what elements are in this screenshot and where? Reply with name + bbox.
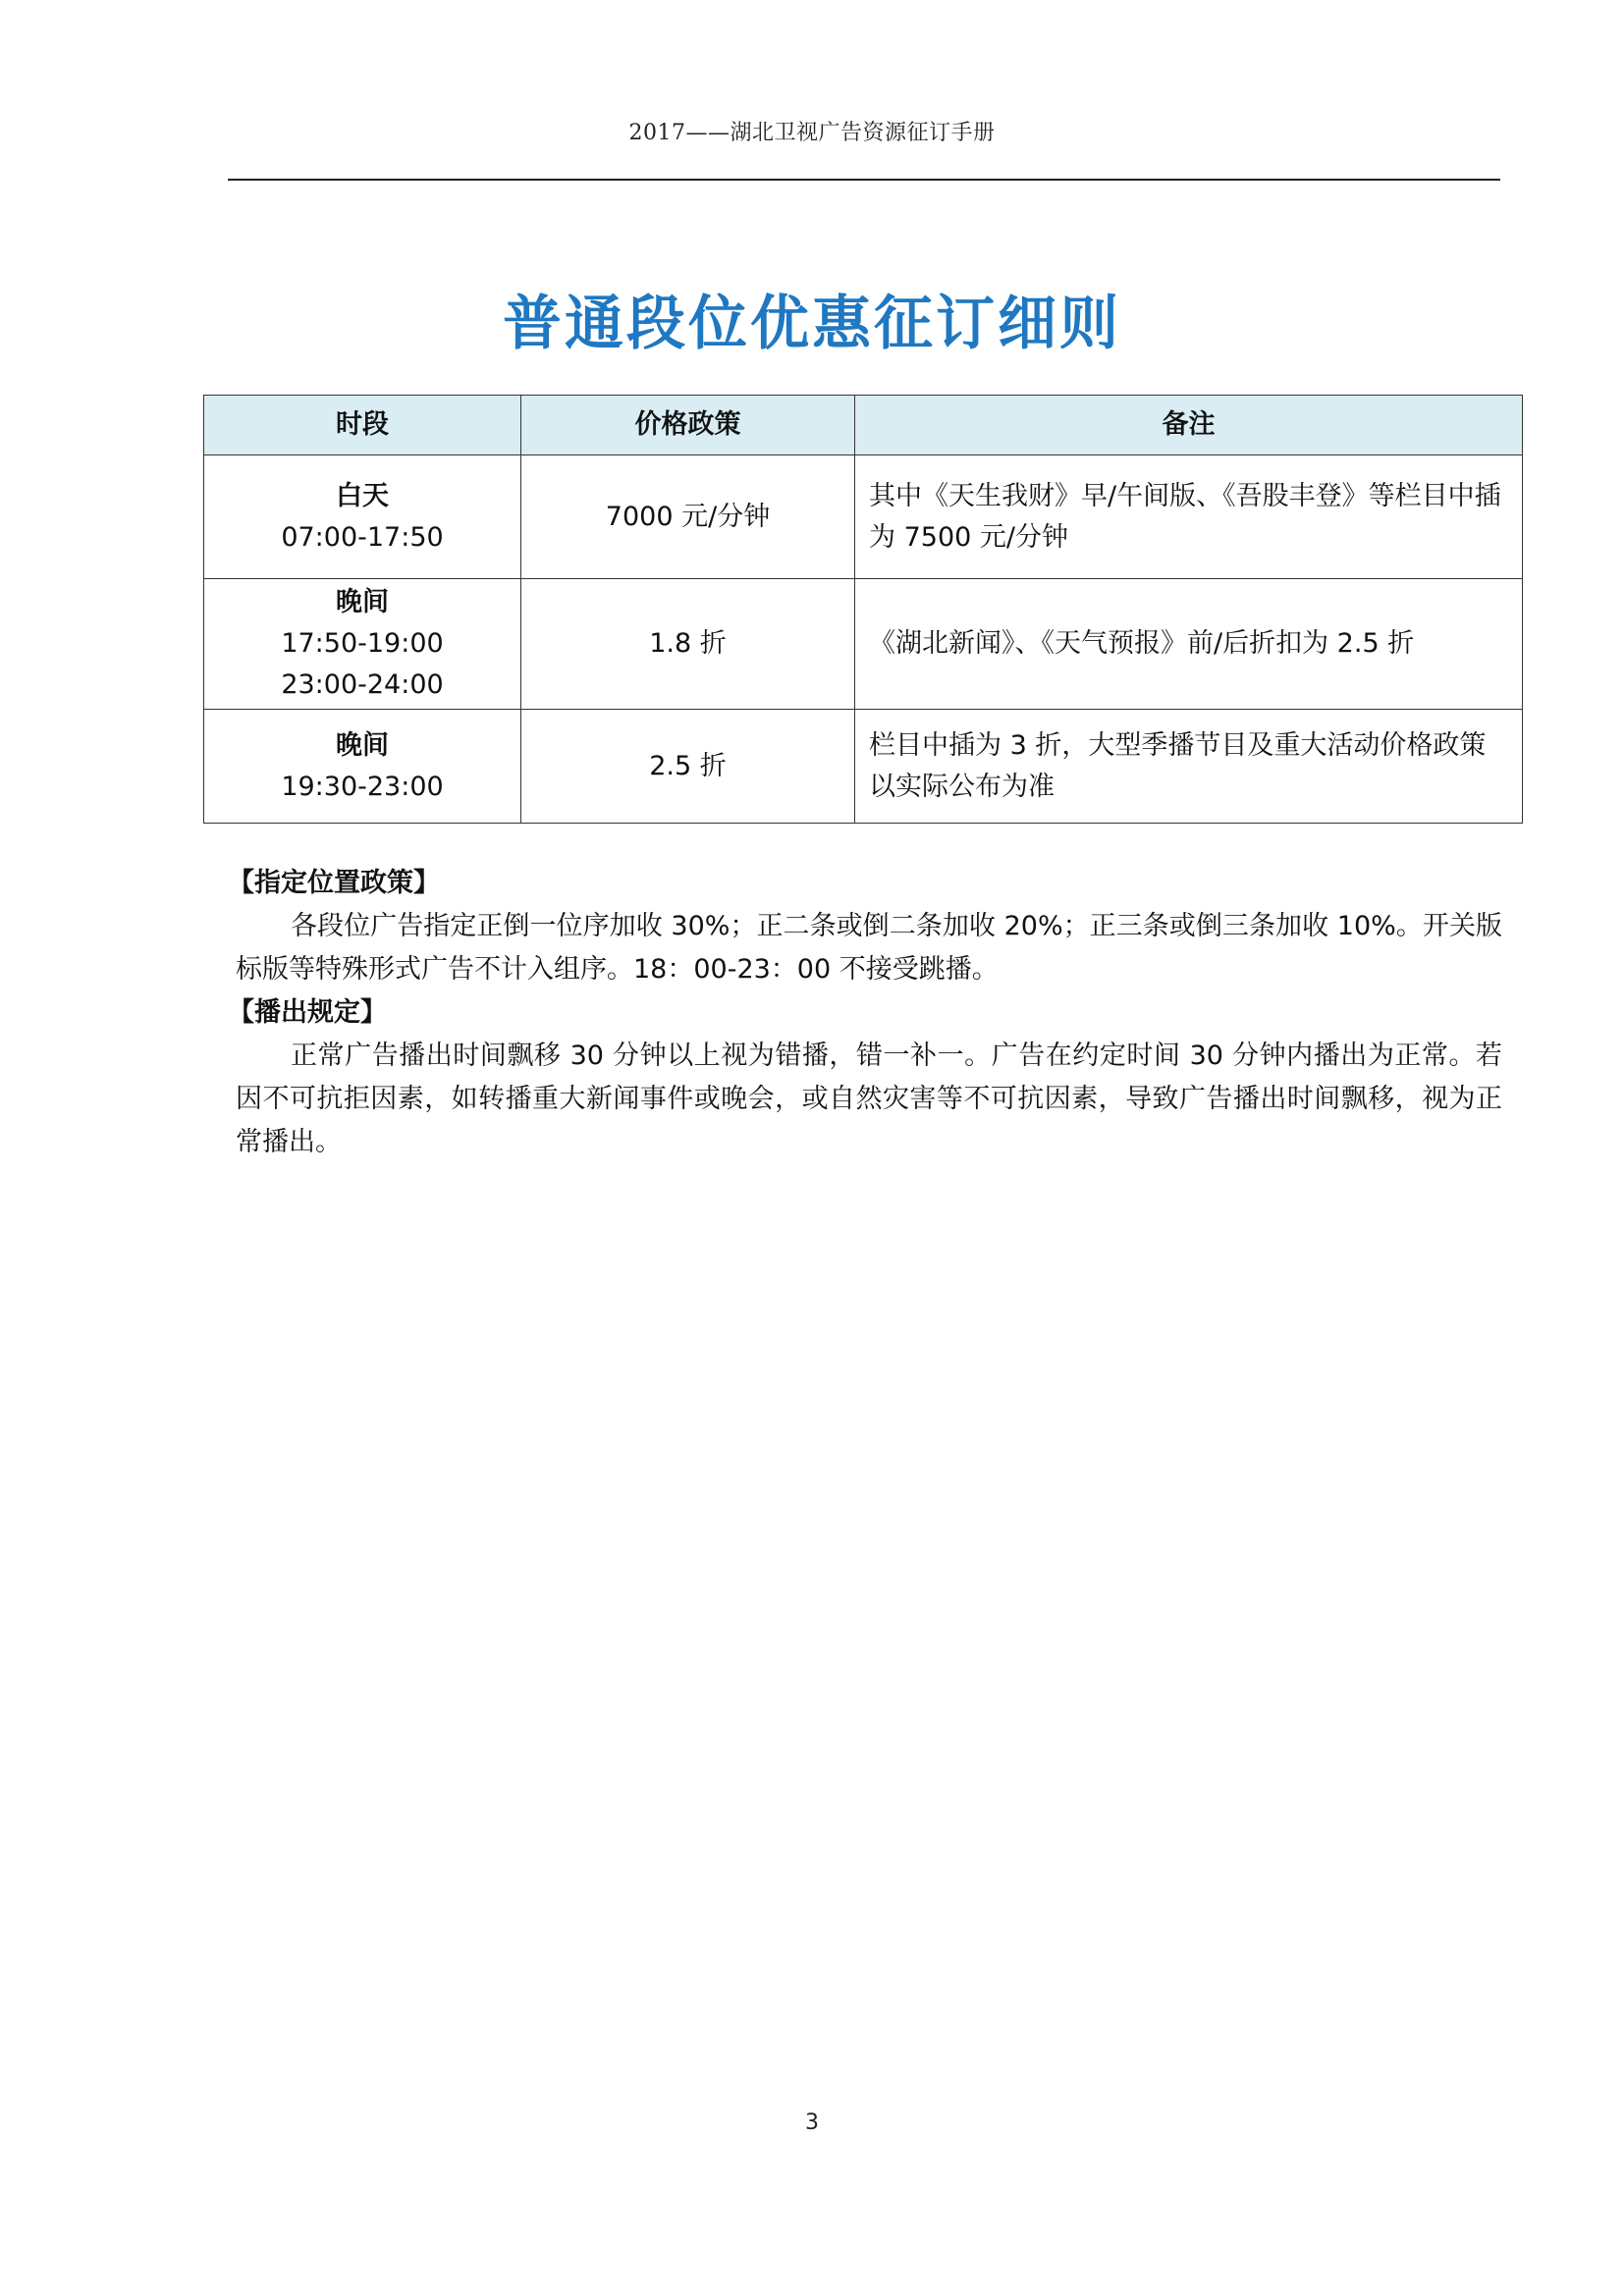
- note-cell: [855, 579, 1523, 710]
- section-heading: 【指定位置政策】: [228, 868, 440, 898]
- price-value: 7000 元/分钟: [605, 501, 771, 532]
- section-body: 各段位广告指定正倒一位序加收 30%；正二条或倒二条加收 20%；正三条或倒三条加收 10%。开关版标版等特殊形式广告不计入组序。18：00-23：00 不接受跳播。: [236, 911, 1502, 985]
- price-cell: [521, 455, 855, 579]
- period-time: 07:00-17:50: [281, 521, 444, 553]
- column-header-price: 价格政策: [521, 396, 855, 455]
- page-title: 普通段位优惠征订细则: [503, 290, 1121, 358]
- period-cell: [204, 579, 521, 710]
- period-time: 17:50-19:00: [281, 628, 444, 659]
- note-text: 《湖北新闻》、《天气预报》前/后折扣为 2.5 折: [869, 628, 1415, 659]
- period-cell: [204, 455, 521, 579]
- column-header-note: 备注: [855, 396, 1523, 455]
- page-number: 3: [805, 2110, 819, 2135]
- price-value: 2.5 折: [649, 750, 727, 781]
- period-label: 白天: [336, 480, 389, 511]
- price-cell: [521, 579, 855, 710]
- section-heading: 【播出规定】: [228, 997, 387, 1028]
- price-cell: [521, 710, 855, 824]
- note-text: 栏目中插为 3 折，大型季播节目及重大活动价格政策以实际公布为准: [869, 729, 1487, 802]
- period-time: 23:00-24:00: [281, 669, 444, 700]
- table-header-row: [204, 396, 1523, 455]
- header-rule: [228, 179, 1500, 181]
- column-header-period: 时段: [204, 396, 521, 455]
- period-time: 19:30-23:00: [281, 771, 444, 802]
- placement-policy-section: [228, 862, 1502, 991]
- price-value: 1.8 折: [649, 628, 727, 659]
- table-row: [204, 455, 1523, 579]
- period-label: 晚间: [336, 587, 389, 617]
- period-label: 晚间: [336, 729, 389, 761]
- table-row: [204, 579, 1523, 710]
- note-cell: [855, 710, 1523, 824]
- table-row: [204, 710, 1523, 824]
- period-cell: [204, 710, 521, 824]
- section-body: 正常广告播出时间飘移 30 分钟以上视为错播，错一补一。广告在约定时间 30 分钟内播出为正常。若因不可抗拒因素，如转播重大新闻事件或晚会，或自然灾害等不可抗因素，导致广告播出时间飘移，视为正常播出。: [236, 1041, 1502, 1157]
- note-cell: [855, 455, 1523, 579]
- running-header: 2017——湖北卫视广告资源征订手册: [628, 121, 996, 145]
- policy-table: [203, 395, 1523, 824]
- broadcast-rules-section: [228, 991, 1502, 1164]
- note-text: 其中《天生我财》早/午间版、《吾股丰登》等栏目中插为 7500 元/分钟: [869, 480, 1501, 553]
